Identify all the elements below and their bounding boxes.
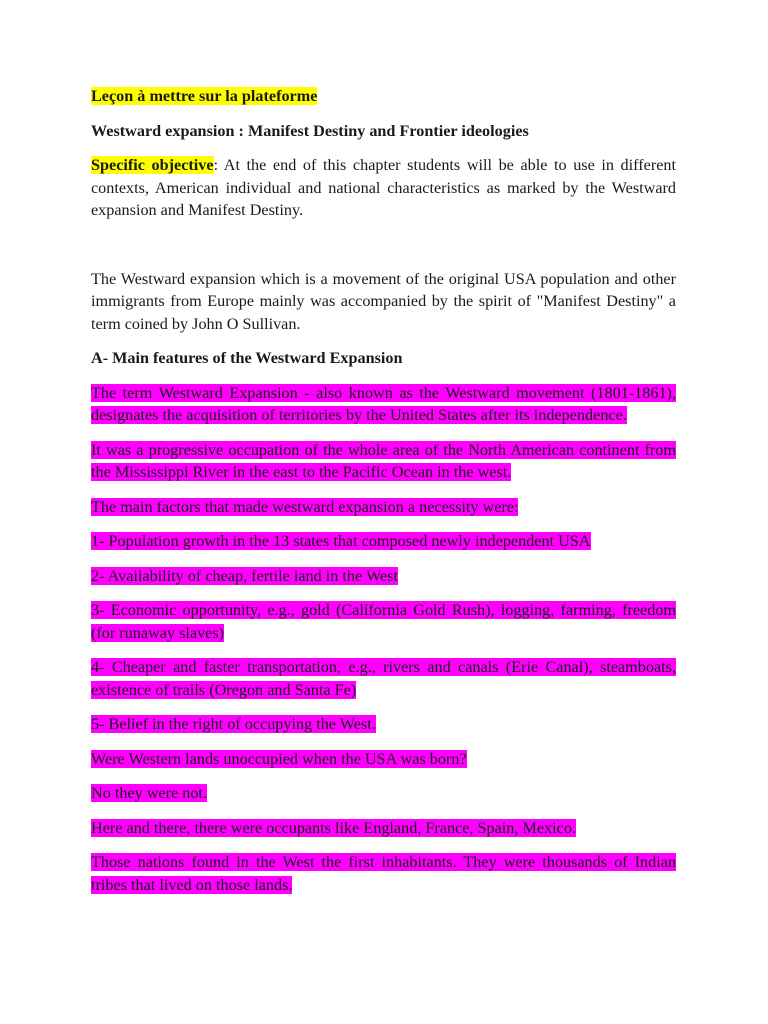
body-paragraph xyxy=(91,530,676,553)
body-paragraph xyxy=(91,382,676,427)
highlighted-text: The term Westward Expansion - also known as the Westward movement (1801-1861), designates the acquisition of territories by the United States after its independence. xyxy=(91,383,676,424)
objective-text: : At the end of this chapter students will be able to use in different contexts, American individual and national characteristics as marked by the Westward expansion and Manifest Destiny. xyxy=(91,156,676,219)
intro-paragraph: The Westward expansion which is a movement of the original USA population and other immigrants from Europe mainly was accompanied by the spirit of "Manifest Destiny" a term coined by John O Sullivan. xyxy=(91,269,676,333)
highlighted-text: 5- Belief in the right of occupying the West. xyxy=(91,715,376,733)
highlighted-text: 1- Population growth in the 13 states that composed newly independent USA xyxy=(91,532,591,550)
body-paragraph xyxy=(91,496,676,519)
objective-label: Specific objective xyxy=(91,156,214,174)
highlighted-text: Those nations found in the West the first inhabitants. They were thousands of Indian tribes that lived on those lands. xyxy=(91,853,676,894)
body-paragraph xyxy=(91,565,676,588)
highlighted-text: It was a progressive occupation of the whole area of the North American continent from the Mississippi River in the east to the Pacific Ocean in the west. xyxy=(91,440,676,481)
page-heading: Westward expansion : Manifest Destiny and Frontier ideologies xyxy=(91,121,529,140)
lesson-title xyxy=(91,85,676,108)
section-heading: A- Main features of the Westward Expansion xyxy=(91,349,403,367)
body-paragraph xyxy=(91,851,676,896)
highlighted-text: 2- Availability of cheap, fertile land in the West xyxy=(91,566,398,585)
body-paragraph xyxy=(91,817,676,840)
body-paragraph xyxy=(91,599,676,644)
body-paragraph xyxy=(91,439,676,484)
highlighted-text: 4- Cheaper and faster transportation, e.g., rivers and canals (Erie Canal), steamboats, existence of trails (Oregon and Santa Fe) xyxy=(91,658,676,699)
highlighted-text: Were Western lands unoccupied when the USA was born? xyxy=(91,749,467,768)
highlighted-text: 3- Economic opportunity, e.g., gold (California Gold Rush), logging, farming, freedom (for runaway slaves) xyxy=(91,601,676,642)
body-paragraph xyxy=(91,713,676,736)
lesson-title-text: Leçon à mettre sur la plateforme xyxy=(91,87,318,105)
highlighted-text: No they were not. xyxy=(91,784,207,802)
highlighted-text: The main factors that made westward expansion a necessity were: xyxy=(91,497,519,516)
body-paragraph xyxy=(91,656,676,701)
objective-paragraph xyxy=(91,154,676,222)
highlighted-text: Here and there, there were occupants like England, France, Spain, Mexico. xyxy=(91,818,576,837)
document-body xyxy=(91,85,676,908)
body-paragraph xyxy=(91,748,676,771)
body-paragraph xyxy=(91,782,676,805)
